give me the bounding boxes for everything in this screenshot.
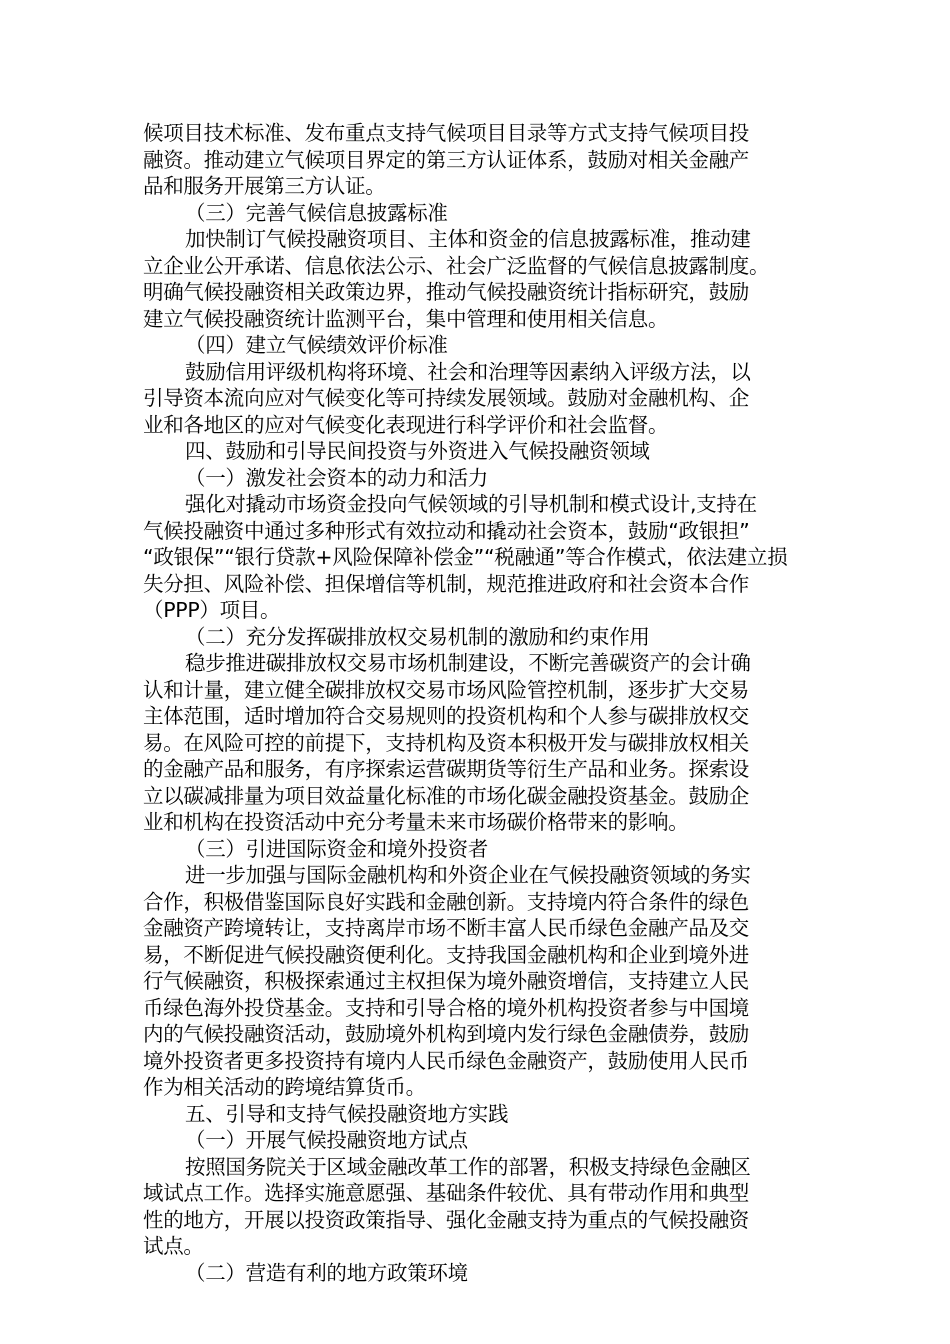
body-text-line: 主体范围，适时增加符合交易规则的投资机构和个人参与碳排放权交 (143, 704, 749, 728)
body-text-line: 候项目技术标准、发布重点支持气候项目目录等方式支持气候项目投 (143, 121, 749, 145)
body-text-line: 业和各地区的应对气候变化表现进行科学评价和社会监督。 (143, 412, 669, 437)
body-text-line: 明确气候投融资相关政策边界，推动气候投融资统计指标研究，鼓励 (143, 280, 749, 304)
body-text-line: 境外投资者更多投资持有境内人民币绿色金融资产，鼓励使用人民币 (143, 1048, 749, 1073)
body-text-line: 域试点工作。选择实施意愿强、基础条件较优、具有带动作用和典型 (143, 1181, 749, 1205)
body-text-line: 性的地方，开展以投资政策指导、强化金融支持为重点的气候投融资 (143, 1207, 749, 1232)
body-text-line: “政银保”“银行贷款+风险保障补偿金”“税融通”等合作模式，依法建立损 (143, 545, 788, 569)
subsection-heading: （二）充分发挥碳排放权交易机制的激励和约束作用 (185, 624, 650, 649)
subsection-heading: （一）激发社会资本的动力和活力 (185, 465, 488, 490)
body-text-line: 认和计量，建立健全碳排放权交易市场风险管控机制，逐步扩大交易 (143, 677, 749, 702)
body-text-line: 气候投融资中通过多种形式有效拉动和撬动社会资本，鼓励“政银担” (143, 518, 750, 543)
body-text-line: 引导资本流向应对气候变化等可持续发展领域。鼓励对金融机构、企 (143, 386, 749, 410)
body-text-line: 失分担、风险补偿、担保增信等机制，规范推进政府和社会资本合作 (143, 571, 749, 596)
subsection-heading: （三）引进国际资金和境外投资者 (185, 836, 488, 861)
subsection-heading: （二）营造有利的地方政策环境 (185, 1260, 468, 1285)
section-title: 四、鼓励和引导民间投资与外资进入气候投融资领域 (185, 439, 650, 463)
body-text-line: 建立气候投融资统计监测平台，集中管理和使用相关信息。 (143, 306, 669, 331)
body-text-line: 品和服务开展第三方认证。 (143, 174, 386, 198)
body-text-line: 币绿色海外投贷基金。支持和引导合格的境外机构投资者参与中国境 (143, 995, 749, 1020)
body-text-line: 金融资产跨境转让，支持离岸市场不断丰富人民币绿色金融产品及交 (143, 916, 749, 940)
body-text-line: 加快制订气候投融资项目、主体和资金的信息披露标准，推动建 (185, 227, 751, 251)
body-text-line: 稳步推进碳排放权交易市场机制建设，不断完善碳资产的会计确 (185, 651, 751, 675)
document-page (143, 120, 807, 1286)
body-text-line: 易。在风险可控的前提下，支持机构及资本积极开发与碳排放权相关 (143, 730, 749, 755)
body-text-line: 行气候融资，积极探索通过主权担保为境外融资增信，支持建立人民 (143, 969, 749, 993)
body-text-line: 进一步加强与国际金融机构和外资企业在气候投融资领域的务实 (185, 863, 751, 887)
body-text-line: 立企业公开承诺、信息依法公示、社会广泛监督的气候信息披露制度。 (143, 253, 770, 278)
body-text-line: 作为相关活动的跨境结算货币。 (143, 1075, 426, 1099)
subsection-heading: （一）开展气候投融资地方试点 (185, 1128, 468, 1152)
subsection-heading: （四）建立气候绩效评价标准 (185, 333, 448, 357)
body-text-line: 内的气候投融资活动，鼓励境外机构到境内发行绿色金融债券，鼓励 (143, 1022, 749, 1046)
body-text-line: 易，不断促进气候投融资便利化。支持我国金融机构和企业到境外进 (143, 942, 749, 967)
body-text-line: 鼓励信用评级机构将环境、社会和治理等因素纳入评级方法，以 (185, 359, 751, 384)
subsection-heading: （三）完善气候信息披露标准 (185, 200, 448, 225)
body-text-line: 按照国务院关于区域金融改革工作的部署，积极支持绿色金融区 (185, 1154, 751, 1179)
body-text-line: （PPP）项目。 (143, 598, 281, 622)
body-text-line: 融资。推动建立气候项目界定的第三方认证体系，鼓励对相关金融产 (143, 147, 749, 172)
body-text-line: 的金融产品和服务，有序探索运营碳期货等衍生产品和业务。探索设 (143, 757, 749, 781)
body-text-line: 试点。 (143, 1234, 204, 1258)
section-title: 五、引导和支持气候投融资地方实践 (185, 1101, 509, 1126)
body-text-line: 强化对撬动市场资金投向气候领域的引导机制和模式设计,支持在 (185, 492, 757, 516)
body-text-line: 业和机构在投资活动中充分考量未来市场碳价格带来的影响。 (143, 810, 689, 834)
body-text-line: 合作，积极借鉴国际良好实践和金融创新。支持境内符合条件的绿色 (143, 889, 749, 914)
body-text-line: 立以碳减排量为项目效益量化标准的市场化碳金融投资基金。鼓励企 (143, 783, 749, 808)
